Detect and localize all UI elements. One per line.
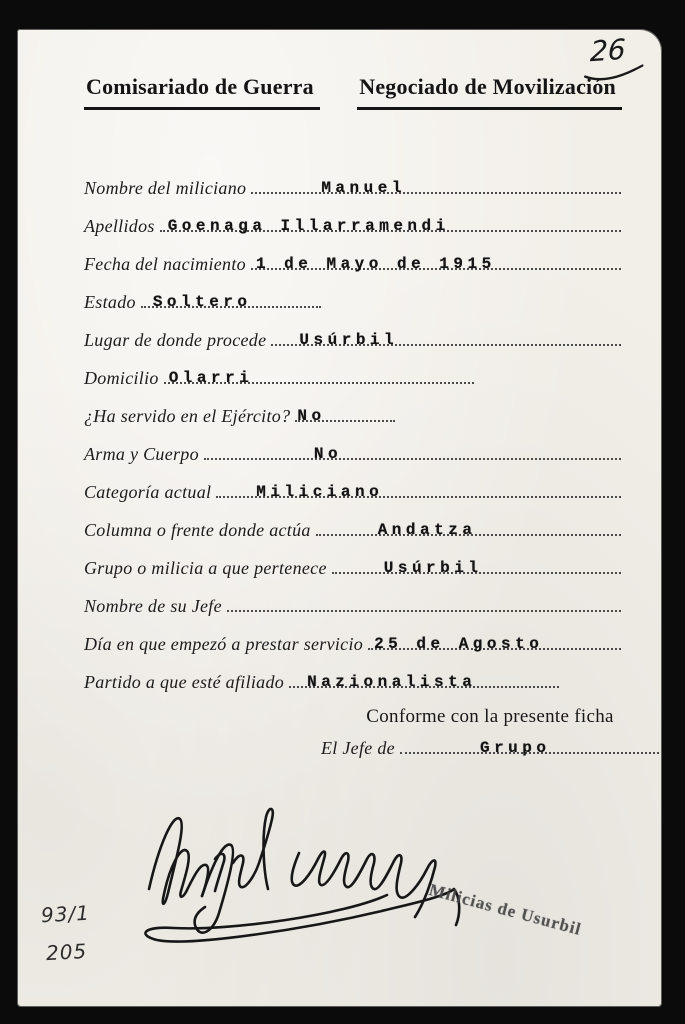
dotted-leader (160, 217, 621, 235)
dotted-leader (295, 407, 395, 425)
typed-value: No (297, 407, 326, 425)
typed-value: Grupo (479, 739, 551, 757)
dotted-leader (164, 369, 474, 387)
underline-stroke (583, 63, 645, 85)
archive-note-93-1: 93/1 (40, 900, 91, 928)
field-label: Fecha del nacimiento (84, 254, 246, 274)
typed-value: No (313, 445, 343, 463)
typed-value: Usúrbil (299, 331, 399, 349)
typed-value: Miliciano (256, 483, 384, 501)
dotted-leader (204, 445, 621, 463)
field-label: Día en que empezó a prestar servicio (84, 634, 364, 654)
scanned-card (17, 29, 662, 1007)
card-header (84, 74, 622, 110)
form-row-categoria (84, 476, 621, 504)
field-label: ¿Ha servido en el Ejército? (84, 406, 291, 426)
field-label: Nombre del miliciano (84, 178, 247, 198)
archive-note-205: 205 (45, 938, 88, 966)
form-row-grupo-milicia (84, 552, 621, 580)
stamp-milicias: Milicias de Usurbil (427, 880, 584, 939)
typed-value: Manuel (321, 179, 406, 197)
dotted-leader (251, 255, 621, 273)
page-number-annotation (589, 33, 626, 69)
dotted-leader (251, 179, 621, 197)
form-row-domicilio (84, 362, 621, 390)
typed-value: Usúrbil (383, 559, 483, 577)
typed-value: Andatza (377, 521, 477, 539)
form-row-partido (84, 666, 621, 694)
field-label: Partido a que esté afiliado (84, 672, 285, 692)
typed-value: 25 de Agosto (374, 635, 544, 653)
form-body (84, 172, 621, 760)
typed-value: Goenaga Illarramendi (167, 217, 450, 235)
page-number-text: 26 (589, 32, 627, 69)
closing-block (321, 706, 659, 760)
form-row-estado (84, 286, 621, 314)
dotted-leader (216, 483, 621, 501)
typed-value: Olarri (168, 369, 254, 387)
typed-value: Soltero (152, 293, 252, 311)
form-row-nombre (84, 172, 621, 200)
field-label: Estado (84, 292, 136, 312)
field-label: Grupo o milicia a que pertenece (84, 558, 327, 578)
field-label: Domicilio (84, 368, 159, 388)
form-row-apellidos (84, 210, 621, 238)
conforme-text: Conforme con la presente ficha (366, 706, 614, 727)
field-label: Arma y Cuerpo (84, 444, 199, 464)
jefe-label: El Jefe de (321, 738, 395, 758)
field-label: Categoría actual (84, 482, 212, 502)
dotted-leader (332, 559, 621, 577)
form-row-servido-ejercito (84, 400, 621, 428)
field-label: Lugar de donde procede (84, 330, 267, 350)
dotted-leader (400, 739, 659, 757)
dotted-leader (141, 293, 321, 311)
form-row-arma-cuerpo (84, 438, 621, 466)
form-row-fecha-nacimiento (84, 248, 621, 276)
field-label: Nombre de su Jefe (84, 596, 222, 616)
dotted-leader (368, 635, 621, 653)
dotted-leader (289, 673, 559, 691)
form-row-lugar-procede (84, 324, 621, 352)
form-row-nombre-jefe (84, 590, 621, 618)
header-left-title: Comisariado de Guerra (84, 74, 320, 110)
typed-value: Nazionalista (307, 673, 477, 691)
dotted-leader (271, 331, 621, 349)
header-right-title: Negociado de Movilización (357, 74, 622, 110)
field-label: Columna o frente donde actúa (84, 520, 311, 540)
field-label: Apellidos (84, 216, 155, 236)
dotted-leader (316, 521, 621, 539)
jefe-row (321, 728, 659, 760)
dotted-leader (227, 610, 621, 612)
typed-value: 1 de Mayo de 1915 (255, 255, 496, 273)
form-row-dia-servicio (84, 628, 621, 656)
form-row-columna-frente (84, 514, 621, 542)
